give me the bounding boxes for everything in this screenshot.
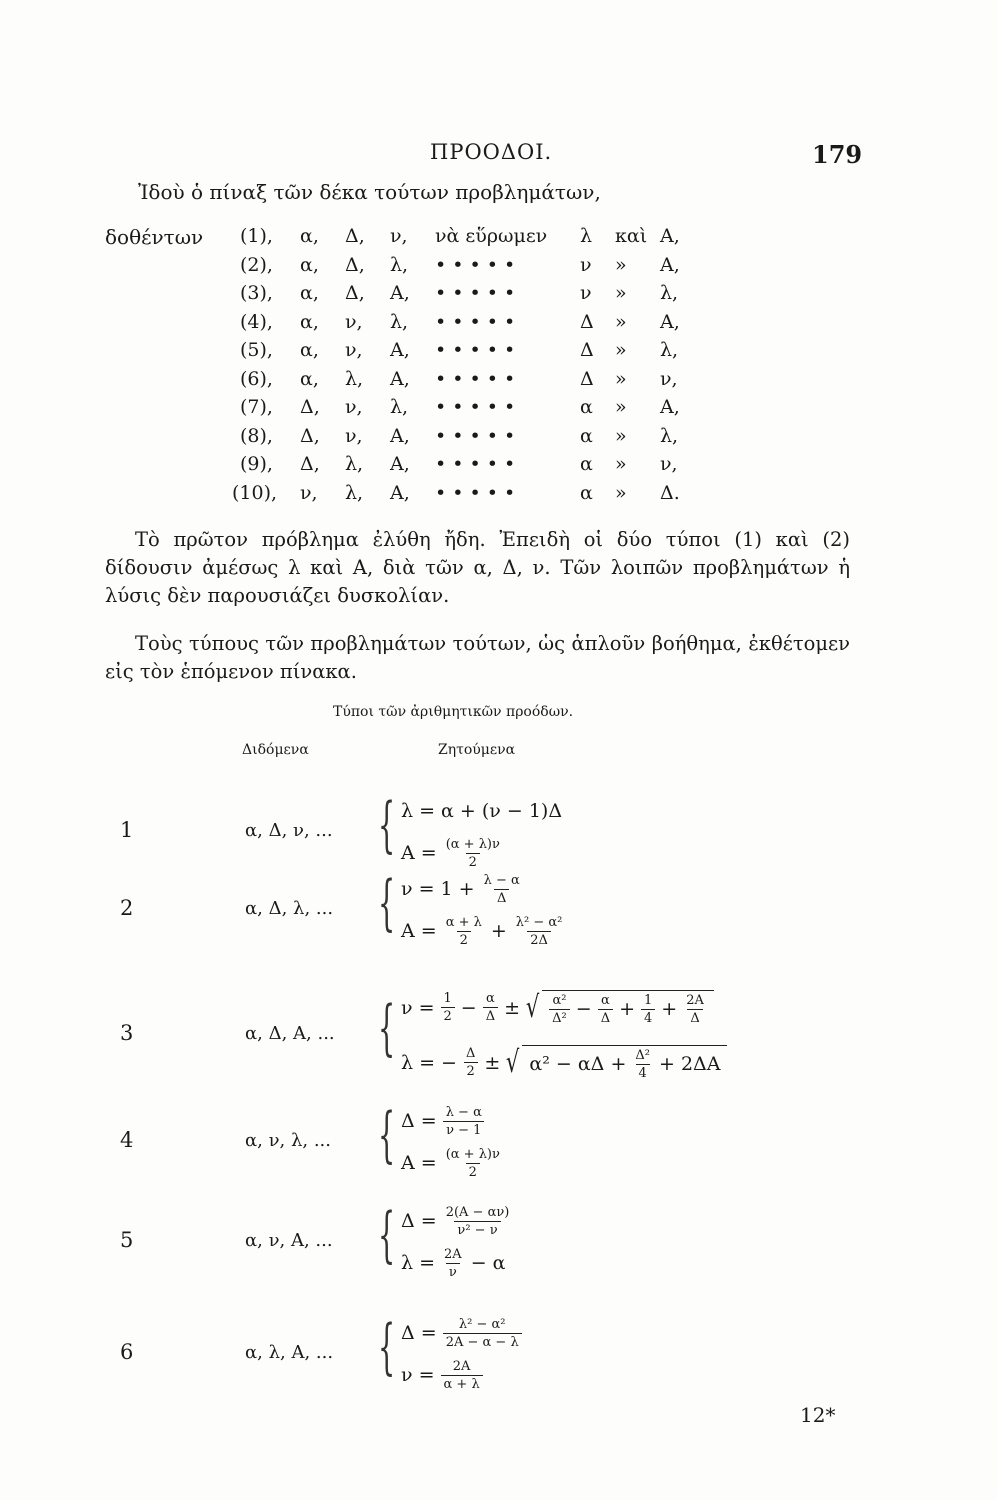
problem-cell-mid: • • • • • (435, 310, 516, 333)
problem-cell-r3: Δ. (660, 481, 680, 504)
problem-cell-n: (7), (240, 396, 273, 418)
denominator: ν − 1 (443, 1121, 484, 1138)
given-values: α, λ, Α, ... (245, 1342, 334, 1363)
problem-cell-n: (2), (240, 253, 273, 276)
denominator: 4 (636, 1064, 650, 1081)
problem-cell-r3: Α, (660, 396, 680, 418)
problem-cell-c: Α, (390, 424, 410, 447)
problem-cell-r1: α (580, 481, 593, 504)
problem-cell-b: λ, (345, 453, 364, 475)
formula-text: − (460, 996, 477, 1019)
numerator: Δ² (635, 1047, 650, 1063)
fraction (441, 991, 455, 1024)
problem-row (0, 254, 997, 282)
problem-cell-a: α, (300, 310, 319, 333)
paragraph-2-text: Τοὺς τύπους τῶν προβλημάτων τούτων, ὡς ἁπλοῦν βοήθημα, ἐκθέτομεν εἰς τὸν ἑπόμενον πίνακα. (105, 632, 850, 683)
denominator: 2 (466, 1163, 480, 1180)
fraction (443, 915, 485, 948)
formula-text: Α = (401, 842, 437, 864)
denominator: 2 (457, 931, 471, 948)
given-values: α, Δ, ν, ... (245, 820, 333, 841)
fraction (598, 993, 613, 1026)
fraction (463, 1046, 478, 1079)
fraction (441, 1359, 483, 1392)
formula-number: 5 (120, 1228, 134, 1252)
equation (398, 1100, 488, 1142)
problem-cell-r2: » (615, 424, 627, 447)
numerator: 2(Α − αν) (445, 1204, 510, 1220)
problem-row (0, 282, 997, 310)
paragraph-1-text: Τὸ πρῶτον πρόβλημα ἐλύθη ἤδη. Ἐπειδὴ οἱ δύο τύποι (1) καὶ (2) δίδουσιν ἀμέσως λ καὶ Α, διὰ τῶν α, Δ, ν. Τῶν λοιπῶν προβλημάτων ἡ λύσις δὲν παρουσιάζει δυσκολίαν. (105, 528, 850, 607)
problem-row (0, 368, 997, 396)
problem-cell-a: α, (300, 225, 319, 247)
formula-text: − α (470, 1252, 506, 1274)
denominator: Δ (598, 1009, 613, 1026)
paragraph-1 (105, 526, 850, 610)
problem-cell-b: ν, (345, 310, 363, 333)
problem-cell-n: (4), (240, 310, 273, 333)
numerator: 2Α (444, 1246, 462, 1262)
problem-cell-mid: • • • • • (435, 282, 516, 304)
formula-text: − (575, 998, 592, 1020)
given-label: δοθέντων (105, 225, 204, 249)
problem-cell-b: Δ, (345, 225, 365, 247)
problem-cell-r1: λ (580, 225, 593, 247)
paragraph-2 (105, 630, 850, 686)
numerator: α + λ (445, 914, 482, 930)
formula-text: α² − αΔ + (529, 1053, 627, 1075)
numerator: λ − α (445, 1104, 482, 1120)
numerator: (α + λ)ν (445, 836, 500, 852)
problem-cell-mid: • • • • • (435, 424, 516, 447)
formula-text: + (661, 998, 678, 1020)
fraction (443, 1105, 485, 1138)
intro-text: Ἰδοὺ ὁ πίναξ τῶν δέκα τούτων προβλημάτων, (138, 180, 601, 204)
problem-cell-c: Α, (390, 367, 410, 390)
problem-cell-r1: Δ (580, 310, 594, 333)
problem-cell-r2: » (615, 282, 627, 304)
problem-cell-c: Α, (390, 339, 410, 361)
running-head: ΠΡΟΟΔΟΙ. (430, 140, 553, 164)
fraction (483, 991, 498, 1024)
problem-cell-b: ν, (345, 424, 363, 447)
problem-cell-c: Α, (390, 453, 410, 475)
problem-cell-r3: ν, (660, 453, 678, 475)
numerator: λ² − α² (515, 914, 563, 930)
denominator: ν² − ν (454, 1221, 500, 1238)
problem-cell-r2: » (615, 481, 627, 504)
denominator: 2Δ (527, 931, 551, 948)
problem-cell-r2: καὶ (615, 225, 648, 247)
problem-cell-n: (8), (240, 424, 273, 447)
given-values: α, Δ, Α, ... (245, 1023, 335, 1044)
problem-cell-r3: λ, (660, 339, 679, 361)
formula-text: λ = − (401, 1051, 457, 1074)
problem-cell-a: α, (300, 367, 319, 390)
fraction (443, 1205, 513, 1238)
equation (398, 1200, 515, 1242)
problem-cell-mid: • • • • • (435, 339, 516, 361)
fraction (443, 837, 503, 870)
formula-number: 6 (120, 1340, 134, 1364)
formula-text: Δ = (401, 1210, 437, 1232)
denominator: 2 (441, 1007, 455, 1024)
equation (398, 790, 565, 832)
problem-row (0, 396, 997, 424)
numerator: 2Α (686, 992, 704, 1008)
denominator: 2Α − α − λ (443, 1333, 522, 1350)
problem-cell-mid: • • • • • (435, 367, 516, 390)
numerator: 2Α (452, 1358, 471, 1374)
problem-cell-b: ν, (345, 339, 363, 361)
problem-cell-r1: ν (580, 282, 592, 304)
denominator: ν (446, 1263, 460, 1280)
formula-number: 4 (120, 1128, 134, 1152)
equation (398, 1142, 506, 1184)
equation (398, 1354, 486, 1396)
numerator: Δ (465, 1046, 476, 1061)
formula-number: 3 (120, 1021, 134, 1045)
problem-row (0, 425, 997, 453)
problem-cell-n: (3), (240, 282, 273, 304)
formula-text: Δ = (401, 1322, 437, 1344)
brace-icon: { (378, 993, 396, 1063)
problem-cell-r1: α (580, 424, 593, 447)
column-header-sought: Ζητούμενα (438, 742, 516, 758)
formula-text: + (490, 920, 507, 942)
problem-cell-r1: α (580, 396, 593, 418)
numerator: α (486, 991, 495, 1006)
problem-cell-c: Α, (390, 481, 410, 504)
denominator: Δ (687, 1009, 702, 1026)
brace-icon: { (378, 1312, 396, 1382)
problem-cell-a: α, (300, 282, 319, 304)
fraction (549, 993, 570, 1026)
problem-cell-mid: • • • • • (435, 253, 516, 276)
formula-text: Δ = (401, 1110, 437, 1132)
formula-text: ν = 1 + (401, 878, 475, 900)
problem-cell-r2: » (615, 367, 627, 390)
numerator: 1 (644, 992, 653, 1008)
problem-cell-c: ν, (390, 225, 408, 247)
denominator: Δ (483, 1007, 498, 1024)
numerator: α² (552, 992, 567, 1008)
problem-cell-c: Α, (390, 282, 410, 304)
problem-cell-n: (6), (240, 367, 273, 390)
problem-cell-b: Δ, (345, 253, 365, 276)
problem-cell-b: λ, (345, 481, 364, 504)
formula-text: + 2ΔΑ (658, 1053, 721, 1075)
radical-sign-icon: √ (525, 990, 540, 1025)
equation (398, 868, 526, 910)
fraction (443, 1317, 522, 1350)
numerator: α (600, 992, 610, 1008)
given-values: α, Δ, λ, ... (245, 898, 334, 919)
formula-text: ± (504, 996, 521, 1019)
fraction (632, 1048, 653, 1081)
given-values: α, ν, λ, ... (245, 1130, 332, 1151)
problem-cell-r3: Α, (660, 310, 680, 333)
problem-cell-r1: Δ (580, 339, 594, 361)
fraction (441, 1247, 465, 1280)
numerator: λ² − α² (458, 1316, 506, 1332)
radical-sign-icon: √ (506, 1045, 520, 1080)
problem-cell-r2: » (615, 396, 627, 418)
problem-cell-a: ν, (300, 481, 318, 504)
problem-row (0, 453, 997, 481)
denominator: Δ² (549, 1009, 570, 1026)
denominator: α + λ (441, 1375, 483, 1392)
equation (398, 1312, 525, 1354)
brace-icon: { (378, 1200, 396, 1270)
brace-icon: { (378, 868, 396, 938)
fraction (683, 993, 707, 1026)
formula-number: 1 (120, 818, 134, 842)
formula-text: ν = (401, 996, 435, 1019)
problem-cell-n: (1), (240, 225, 273, 247)
problem-cell-n: (5), (240, 339, 273, 361)
problem-cell-r1: ν (580, 253, 592, 276)
problem-cell-r2: » (615, 453, 627, 475)
problem-cell-r2: » (615, 253, 627, 276)
problem-row (0, 225, 997, 253)
fraction (513, 915, 566, 948)
problem-cell-a: α, (300, 253, 319, 276)
problem-cell-c: λ, (390, 253, 409, 276)
problem-cell-r2: » (615, 339, 627, 361)
equation (398, 1035, 727, 1090)
problem-cell-c: λ, (390, 396, 409, 418)
denominator: 2 (466, 853, 480, 870)
problem-cell-r3: Α, (660, 225, 680, 247)
problem-cell-n: (9), (240, 453, 273, 475)
formula-table-title: Τύποι τῶν ἀριθμητικῶν προόδων. (333, 704, 574, 720)
numerator: (α + λ)ν (445, 1146, 500, 1162)
equation (398, 1242, 508, 1284)
fraction (443, 1147, 503, 1180)
formula-text: λ = (401, 1252, 436, 1274)
problem-row (0, 311, 997, 339)
problem-cell-r2: » (615, 310, 627, 333)
fraction (481, 873, 523, 906)
problem-cell-b: λ, (345, 367, 364, 390)
brace-icon: { (378, 1100, 396, 1170)
problem-cell-b: Δ, (345, 282, 365, 304)
problem-row (0, 339, 997, 367)
problem-cell-mid: • • • • • (435, 453, 516, 475)
numerator: λ − α (483, 872, 520, 888)
problem-cell-a: Δ, (300, 396, 320, 418)
problem-cell-r3: Α, (660, 253, 680, 276)
given-values: α, ν, Α, ... (245, 1230, 333, 1251)
problem-cell-mid: • • • • • (435, 481, 516, 504)
formula-text: ± (484, 1051, 501, 1074)
equation (398, 980, 714, 1035)
problem-cell-a: Δ, (300, 424, 320, 447)
equation (398, 910, 568, 952)
fraction (641, 993, 655, 1026)
problem-row (0, 482, 997, 510)
problem-cell-r3: λ, (660, 282, 679, 304)
formula-text: ν = (401, 1364, 435, 1386)
square-root (523, 990, 714, 1026)
signature-mark: 12* (800, 1403, 836, 1427)
problem-cell-mid: • • • • • (435, 396, 516, 418)
formula-text: λ = α + (ν − 1)Δ (401, 800, 563, 822)
column-header-given: Διδόμενα (242, 742, 309, 758)
problem-cell-mid: νὰ εὕρωμεν (435, 225, 548, 247)
problem-cell-a: Δ, (300, 453, 320, 475)
page-number: 179 (812, 140, 863, 169)
denominator: 4 (641, 1009, 655, 1026)
formula-number: 2 (120, 896, 134, 920)
problem-cell-r1: α (580, 453, 593, 475)
problem-cell-c: λ, (390, 310, 409, 333)
numerator: 1 (443, 991, 452, 1006)
problem-cell-r1: Δ (580, 367, 594, 390)
problem-cell-b: ν, (345, 396, 363, 418)
problem-cell-n: (10), (232, 481, 278, 504)
problem-cell-r3: ν, (660, 367, 678, 390)
problem-cell-a: α, (300, 339, 319, 361)
formula-text: Α = (401, 1152, 437, 1174)
formula-text: + (619, 998, 635, 1020)
square-root (503, 1045, 727, 1081)
problem-cell-r3: λ, (660, 424, 679, 447)
brace-icon: { (378, 790, 396, 860)
denominator: 2 (464, 1062, 478, 1079)
denominator: Δ (494, 889, 509, 906)
formula-text: Α = (401, 920, 437, 942)
